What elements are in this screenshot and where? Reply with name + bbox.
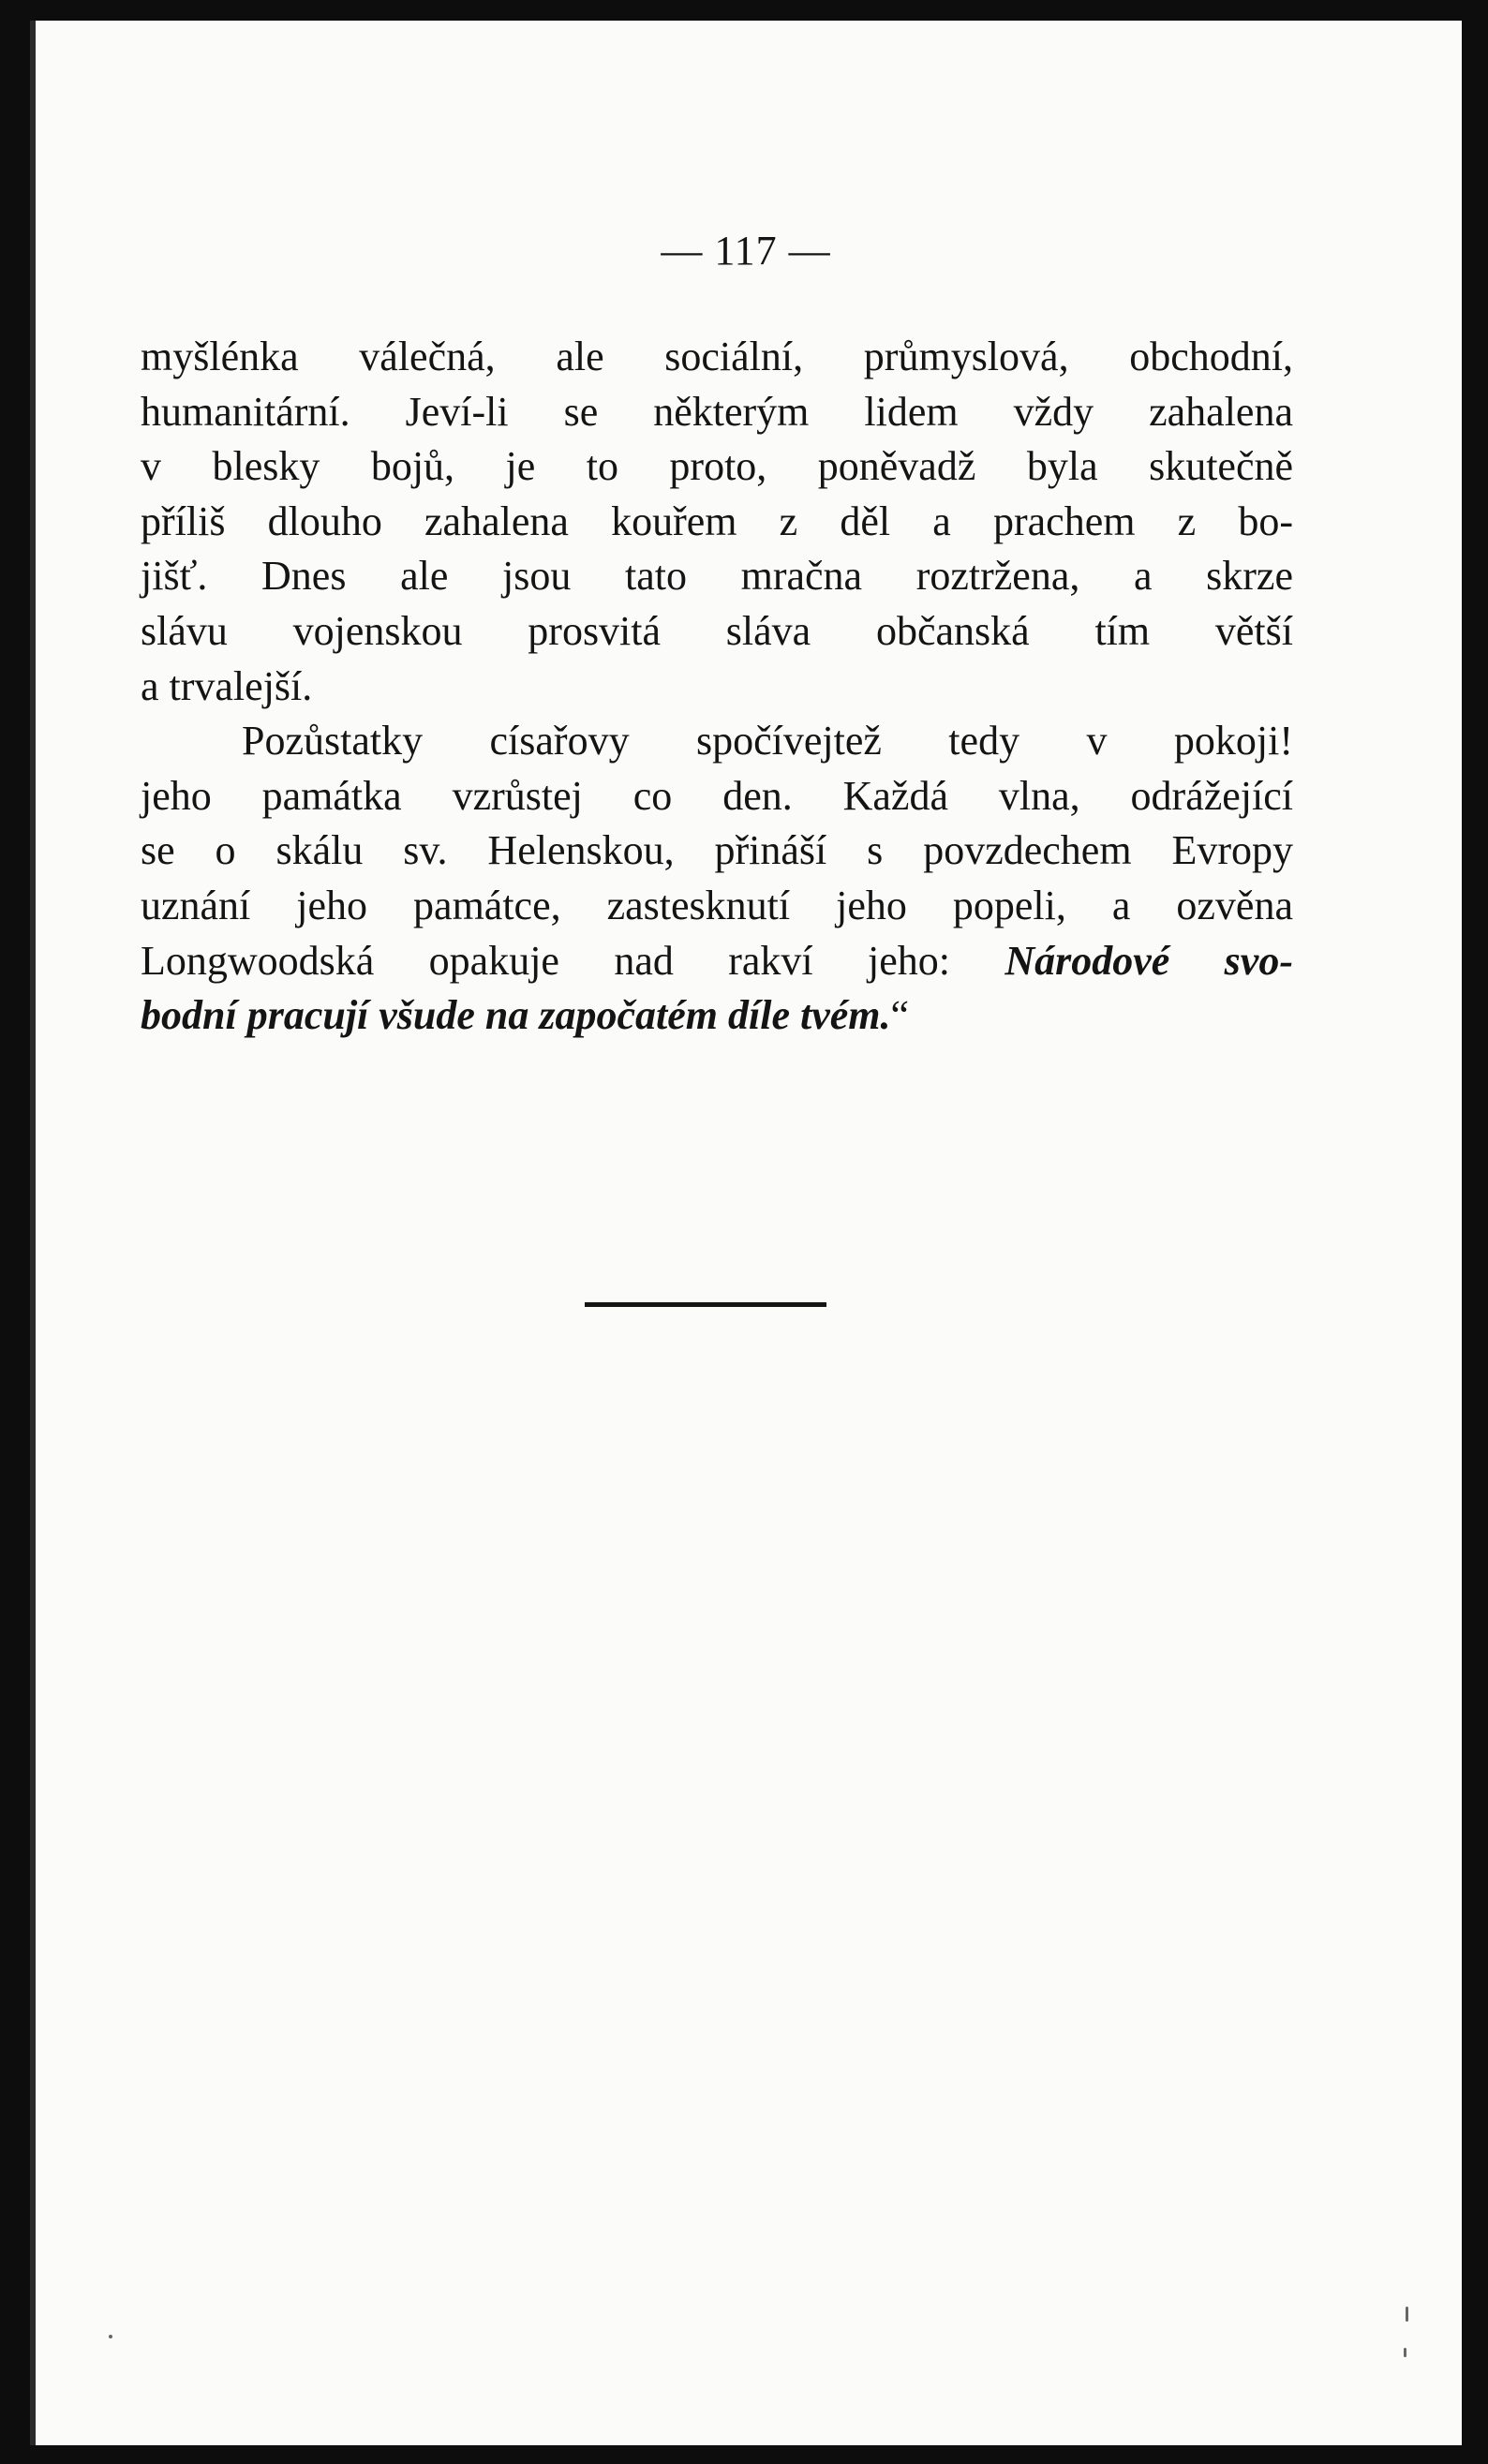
italic-segment: bodní pracují všude na započatém díle tvém.	[141, 992, 891, 1039]
text-line: humanitární. Jeví-li se některým lidem vždy zahalena	[141, 388, 1293, 435]
page-number: — 117 —	[661, 228, 831, 274]
text-line	[141, 988, 1293, 1044]
print-speck	[1404, 2348, 1406, 2357]
body-text	[141, 330, 1293, 1044]
text-line	[141, 934, 1293, 989]
closing-quote: “	[890, 992, 910, 1039]
text-line: v blesky bojů, je to proto, poněvadž byla skutečně	[141, 443, 1293, 490]
text-line: myšlénka válečná, ale sociální, průmyslová, obchodní,	[141, 334, 1293, 379]
text-line: se o skálu sv. Helenskou, přináší s povzdechem Evropy	[141, 827, 1293, 874]
text-line: slávu vojenskou prosvitá sláva občanská tím větší	[141, 607, 1293, 654]
page-edge-rule	[30, 21, 36, 2445]
text-line: jišť. Dnes ale jsou tato mračna roztržena, a skrze	[141, 553, 1293, 600]
print-speck	[109, 2335, 112, 2338]
text-line: příliš dlouho zahalena kouřem z děl a prachem z bo-	[141, 497, 1293, 544]
text-line: uznání jeho památce, zastesknutí jeho popeli, a ozvěna	[141, 882, 1293, 928]
text-segment: Longwoodská opakuje nad rakví jeho:	[141, 937, 950, 984]
italic-segment: Národové svo-	[1004, 937, 1293, 984]
text-line: Pozůstatky císařovy spočívejtež tedy v pokoji!	[242, 718, 1293, 764]
text-line: jeho památka vzrůstej co den. Každá vlna, odrážející	[141, 772, 1293, 819]
print-speck	[1406, 2307, 1408, 2322]
text-line: a trvalejší.	[141, 662, 313, 709]
book-page	[30, 21, 1462, 2445]
end-rule	[585, 1302, 826, 1307]
